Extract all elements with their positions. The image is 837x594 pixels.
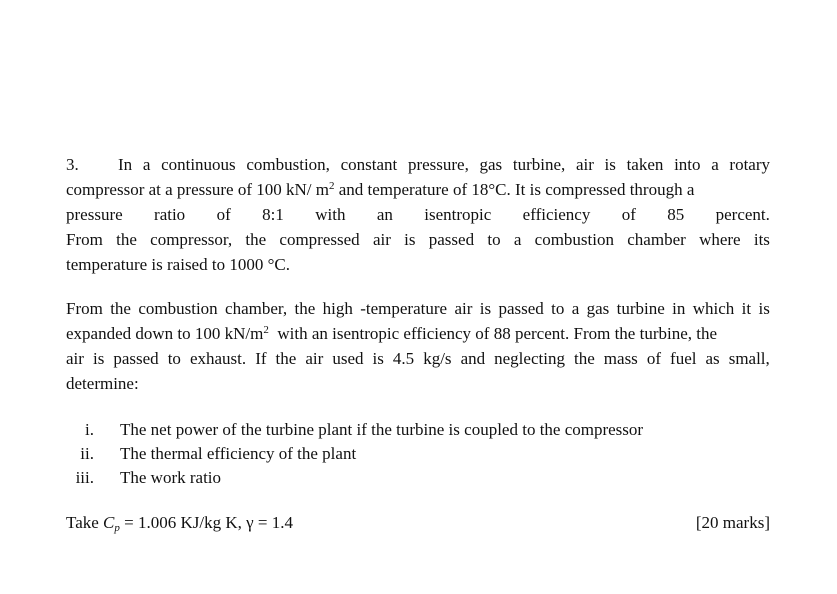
para2-line2-b: with an isentropic efficiency of 88 percent. From the turbine, the: [268, 324, 718, 343]
list-numeral: ii.: [80, 444, 94, 463]
word: neglecting: [494, 349, 565, 368]
word: the: [294, 299, 316, 318]
word: rotary: [729, 155, 770, 174]
para2-line4: determine:: [66, 374, 139, 393]
word: taken: [626, 155, 664, 174]
word: pressure: [66, 205, 123, 224]
word: From: [66, 230, 103, 249]
word: of: [621, 205, 636, 224]
para1-line5: temperature is raised to 1000 °C.: [66, 255, 290, 274]
given-values: = 1.006 KJ/kg K, γ = 1.4: [119, 513, 293, 532]
word: is: [404, 230, 416, 249]
word: fuel: [670, 349, 697, 368]
word: turbine: [616, 299, 665, 318]
word: -temperature: [360, 299, 448, 318]
word: continuous: [161, 155, 236, 174]
cp-subscript: p: [114, 522, 120, 534]
word: which: [692, 299, 735, 318]
word: air: [454, 299, 473, 318]
word: is: [372, 349, 384, 368]
list-item: [66, 418, 770, 442]
word: 8:1: [262, 205, 284, 224]
word: compressor,: [150, 230, 233, 249]
para2-line1: [66, 296, 770, 321]
list-item: [66, 466, 770, 490]
list-numeral: i.: [85, 420, 94, 439]
para1-line2-b: and temperature of 18°C. It is compressed through a: [334, 180, 695, 199]
given-data-line: [66, 510, 770, 535]
word: to: [167, 349, 181, 368]
word: and: [460, 349, 486, 368]
marks-label: [20 marks]: [695, 513, 770, 532]
word: is: [92, 349, 105, 368]
list-text: The net power of the turbine plant if the turbine is coupled to the compressor: [120, 420, 644, 439]
para1-line1-text: [66, 152, 770, 177]
word: compressed: [279, 230, 360, 249]
word: air: [575, 155, 594, 174]
given-prefix: Take: [66, 513, 104, 532]
word: If: [255, 349, 267, 368]
para2-line3: [66, 346, 770, 371]
word: with: [315, 205, 346, 224]
word: combustion: [138, 299, 218, 318]
word: isentropic: [424, 205, 492, 224]
cp-symbol: C: [103, 513, 115, 532]
word: of: [646, 349, 661, 368]
word: the: [110, 299, 131, 318]
word: small,: [728, 349, 770, 368]
word: 85: [667, 205, 685, 224]
word: used: [332, 349, 364, 368]
list-text: The thermal efficiency of the plant: [120, 444, 357, 463]
word: of: [216, 205, 231, 224]
word: a: [142, 155, 151, 174]
word: 4.5: [392, 349, 415, 368]
para1-line2: [66, 177, 770, 202]
word: mass: [603, 349, 638, 368]
para2-line2-a: expanded down to 100 kN/m: [66, 324, 264, 343]
word: efficiency: [522, 205, 591, 224]
para1-line4: [66, 227, 770, 252]
word: its: [753, 230, 770, 249]
superscript: 2: [263, 324, 269, 336]
word: high: [322, 299, 353, 318]
word: percent.: [715, 205, 770, 224]
word: to: [551, 299, 565, 318]
list-text: The work ratio: [120, 468, 222, 487]
word: passed: [428, 230, 475, 249]
word: air: [66, 349, 84, 368]
word: a: [513, 230, 522, 249]
sub-question-list: [66, 418, 770, 490]
word: a: [571, 299, 580, 318]
word: an: [376, 205, 393, 224]
para2-line2: [66, 321, 770, 346]
word: turbine,: [512, 155, 566, 174]
word: air: [305, 349, 324, 368]
word: chamber,: [225, 299, 288, 318]
word: passed: [113, 349, 159, 368]
word: kg/s: [423, 349, 452, 368]
word: into: [674, 155, 701, 174]
word: is: [758, 299, 770, 318]
word: exhaust.: [189, 349, 247, 368]
word: is: [479, 299, 492, 318]
word: chamber: [627, 230, 686, 249]
word: pressure,: [407, 155, 469, 174]
word: passed: [498, 299, 544, 318]
word: in: [672, 299, 686, 318]
list-item: [66, 442, 770, 466]
para1-line1: [66, 152, 770, 177]
word: the: [275, 349, 297, 368]
word: as: [705, 349, 720, 368]
word: combustion: [534, 230, 614, 249]
word: gas: [479, 155, 503, 174]
word: to: [487, 230, 501, 249]
word: air: [372, 230, 391, 249]
word: ratio: [154, 205, 186, 224]
word: gas: [586, 299, 610, 318]
word: combustion,: [246, 155, 330, 174]
question-number: 3.: [66, 155, 79, 174]
superscript: 2: [328, 180, 335, 192]
para1-line3: [66, 202, 770, 227]
word: where: [699, 230, 741, 249]
para1-line2-a: compressor at a pressure of 100 kN/ m: [66, 180, 329, 199]
word: is: [604, 155, 616, 174]
word: constant: [340, 155, 398, 174]
word: From: [66, 299, 103, 318]
question-block: [66, 152, 770, 535]
word: it: [741, 299, 752, 318]
list-numeral: iii.: [75, 468, 94, 487]
word: the: [116, 230, 137, 249]
word: the: [573, 349, 595, 368]
word: In: [118, 155, 133, 174]
word: a: [711, 155, 719, 174]
word: the: [245, 230, 267, 249]
